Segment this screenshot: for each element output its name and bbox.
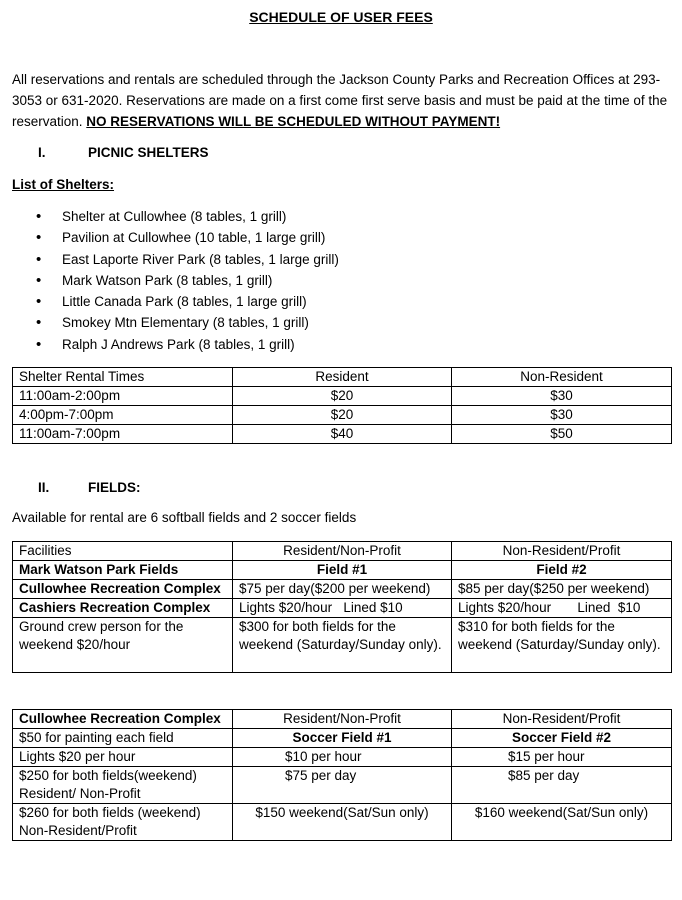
table-header-row <box>13 542 672 561</box>
table-cell: Lights $20 per hour <box>13 748 233 767</box>
table-row <box>13 599 672 618</box>
fields-table <box>12 541 672 673</box>
table-header: Shelter Rental Times <box>13 368 233 387</box>
table-cell: Soccer Field #2 <box>452 729 672 748</box>
table-header: Facilities <box>13 542 233 561</box>
table-row <box>13 767 672 804</box>
table-cell: $75 per day($200 per weekend) <box>233 580 452 599</box>
list-item: • Shelter at Cullowhee (8 tables, 1 grill) <box>36 206 339 227</box>
table-cell: $260 for both fields (weekend) Non-Resident/Profit <box>13 804 233 841</box>
table-header-row <box>13 710 672 729</box>
table-cell: Lights $20/hour Lined $10 <box>452 599 672 618</box>
section-title: PICNIC SHELTERS <box>88 145 209 160</box>
table-header: Non-Resident/Profit <box>452 710 672 729</box>
table-row <box>13 748 672 767</box>
table-cell: $150 weekend(Sat/Sun only) <box>233 804 452 841</box>
section-number: I. <box>38 145 46 160</box>
table-row <box>13 425 672 444</box>
table-cell: 4:00pm-7:00pm <box>13 406 233 425</box>
table-row <box>13 804 672 841</box>
page-title: SCHEDULE OF USER FEES <box>249 9 433 25</box>
shelter-rental-table <box>12 367 672 444</box>
table-row <box>13 561 672 580</box>
table-cell: $20 <box>233 406 452 425</box>
table-header: Non-Resident <box>452 368 672 387</box>
list-item: • Ralph J Andrews Park (8 tables, 1 grill) <box>36 334 339 355</box>
fields-intro: Available for rental are 6 softball fields and 2 soccer fields <box>12 510 357 525</box>
table-cell: $85 per day($250 per weekend) <box>452 580 672 599</box>
table-cell: $250 for both fields(weekend) Resident/ Non-Profit <box>13 767 233 804</box>
table-cell: $160 weekend(Sat/Sun only) <box>452 804 672 841</box>
soccer-fields-table <box>12 709 672 841</box>
intro-text: All reservations and rentals are scheduled through the Jackson County Parks and Recreation Offices at 293-3053 or 631-2020. Reservations are made on a first come first serve basis and must be paid at the time of the reservation. <box>12 72 668 129</box>
list-item: • Pavilion at Cullowhee (10 table, 1 large grill) <box>36 227 339 248</box>
table-cell: Field #2 <box>452 561 672 580</box>
table-cell: Cashiers Recreation Complex <box>13 599 233 618</box>
table-cell: $30 <box>452 406 672 425</box>
table-header: Resident/Non-Profit <box>233 710 452 729</box>
table-cell: $50 for painting each field <box>13 729 233 748</box>
table-cell: Field #1 <box>233 561 452 580</box>
table-cell: $15 per hour <box>452 748 672 767</box>
table-cell: $30 <box>452 387 672 406</box>
table-header: Cullowhee Recreation Complex <box>13 710 233 729</box>
section-title: FIELDS: <box>88 480 141 495</box>
table-row <box>13 618 672 673</box>
table-cell: $10 per hour <box>233 748 452 767</box>
intro-paragraph <box>12 69 672 132</box>
table-cell: $75 per day <box>233 767 452 804</box>
table-cell: $300 for both fields for the weekend (Saturday/Sunday only). <box>233 618 452 673</box>
table-header: Resident/Non-Profit <box>233 542 452 561</box>
table-cell: $85 per day <box>452 767 672 804</box>
table-cell: Mark Watson Park Fields <box>13 561 233 580</box>
intro-emphasis: NO RESERVATIONS WILL BE SCHEDULED WITHOUT PAYMENT! <box>86 114 501 129</box>
section-fields <box>38 480 141 495</box>
table-cell: Soccer Field #1 <box>233 729 452 748</box>
table-cell: $310 for both fields for the weekend (Saturday/Sunday only). <box>452 618 672 673</box>
shelters-heading: List of Shelters: <box>12 177 115 192</box>
table-row <box>13 580 672 599</box>
table-cell: 11:00am-7:00pm <box>13 425 233 444</box>
list-item: • East Laporte River Park (8 tables, 1 large grill) <box>36 249 339 270</box>
section-picnic-shelters <box>38 145 209 160</box>
table-cell: Cullowhee Recreation Complex <box>13 580 233 599</box>
section-number: II. <box>38 480 50 495</box>
table-header: Non-Resident/Profit <box>452 542 672 561</box>
table-cell: $20 <box>233 387 452 406</box>
table-row <box>13 729 672 748</box>
table-header: Resident <box>233 368 452 387</box>
list-item: • Smokey Mtn Elementary (8 tables, 1 grill) <box>36 312 339 333</box>
list-item: • Little Canada Park (8 tables, 1 large grill) <box>36 291 339 312</box>
table-cell: Lights $20/hour Lined $10 <box>233 599 452 618</box>
list-item: • Mark Watson Park (8 tables, 1 grill) <box>36 270 339 291</box>
table-row <box>13 387 672 406</box>
table-cell: 11:00am-2:00pm <box>13 387 233 406</box>
shelter-list <box>36 206 339 355</box>
table-cell: $50 <box>452 425 672 444</box>
table-cell: $40 <box>233 425 452 444</box>
table-header-row <box>13 368 672 387</box>
table-cell: Ground crew person for the weekend $20/hour <box>13 618 233 673</box>
table-row <box>13 406 672 425</box>
